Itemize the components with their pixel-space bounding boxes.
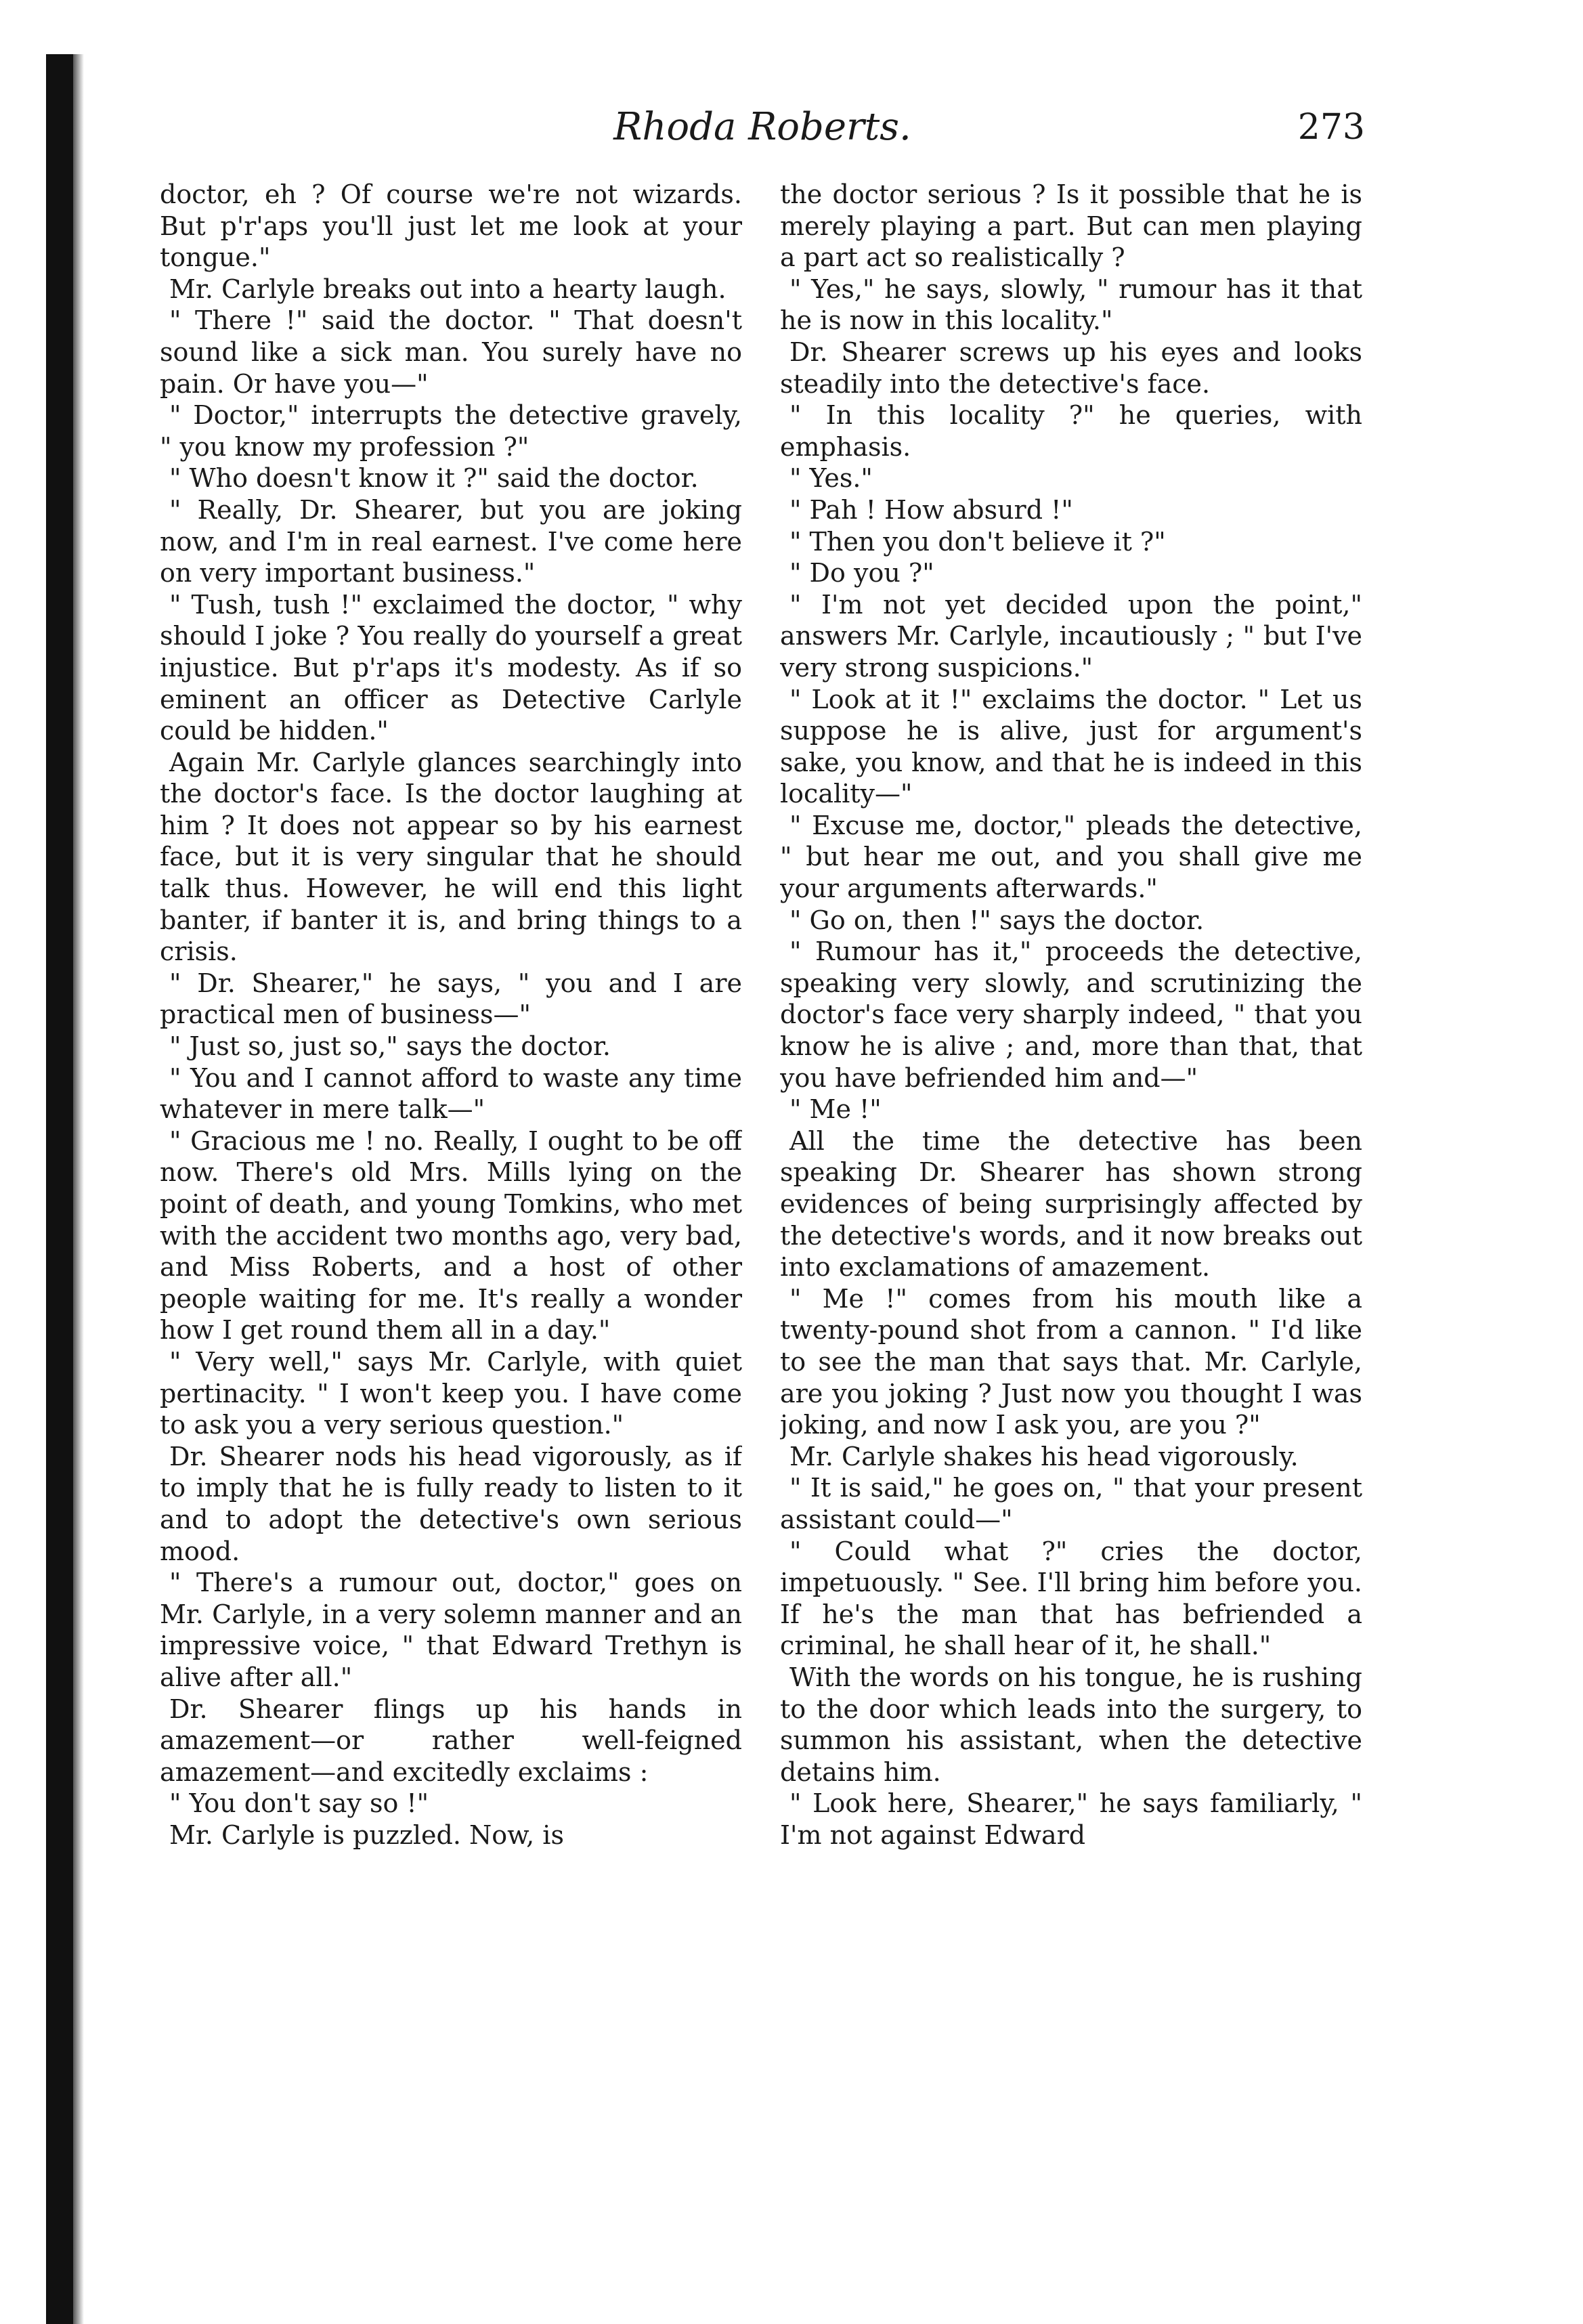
paragraph: " You and I cannot afford to waste any time whatever in mere talk—" xyxy=(160,1062,742,1125)
text-column-right xyxy=(780,179,1362,2312)
paragraph: Dr. Shearer nods his head vigorously, as if to imply that he is fully ready to listen to it and to adopt the detective's own serious mood. xyxy=(160,1441,742,1566)
paragraph: " There's a rumour out, doctor," goes on Mr. Carlyle, in a very solemn manner and an impressive voice, " that Edward Trethyn is alive after all." xyxy=(160,1568,742,1692)
paragraph: " Pah ! How absurd !" xyxy=(789,494,1073,525)
paragraph: " It is said," he goes on, " that your present assistant could—" xyxy=(780,1473,1362,1534)
paragraph: Mr. Carlyle is puzzled. Now, is xyxy=(169,1820,564,1850)
paragraph: " Doctor," interrupts the detective gravely, " you know my profession ?" xyxy=(160,400,742,462)
paragraph: " Me !" xyxy=(789,1094,882,1125)
paragraph: " Could what ?" cries the doctor, impetuously. " See. I'll bring him before you. If he's the man that has befriended a criminal, he shall hear of it, he shall." xyxy=(780,1536,1362,1661)
paragraph: With the words on his tongue, he is rushing to the door which leads into the surgery, to summon his assistant, when the detective detains him. xyxy=(780,1662,1362,1787)
paragraph: " Gracious me ! no. Really, I ought to be off now. There's old Mrs. Mills lying on the point of death, and young Tomkins, who met with the accident two months ago, very bad, and Miss Roberts, and a host of other people waiting for me. It's really a wonder how I get round them all in a day." xyxy=(160,1125,742,1346)
paragraph: " Very well," says Mr. Carlyle, with quiet pertinacity. " I won't keep you. I have come to ask you a very serious question." xyxy=(160,1346,742,1440)
running-title: Rhoda Roberts. xyxy=(613,105,911,149)
paragraph: " Who doesn't know it ?" said the doctor. xyxy=(169,463,699,494)
page-header xyxy=(160,100,1365,154)
paragraph: " Look here, Shearer," he says familiarly, " I'm not against Edward xyxy=(780,1788,1362,1850)
paragraph: " Really, Dr. Shearer, but you are joking now, and I'm in real earnest. I've come here on very important business." xyxy=(160,494,742,588)
paragraph: Dr. Shearer screws up his eyes and looks steadily into the detective's face. xyxy=(780,337,1362,399)
paragraph: " Look at it !" exclaims the doctor. " Let us suppose he is alive, just for argument's sake, you know, and that he is indeed in this locality—" xyxy=(780,684,1362,809)
paragraph: " Yes," he says, slowly, " rumour has it that he is now in this locality." xyxy=(780,274,1362,336)
paragraph: " I'm not yet decided upon the point," answers Mr. Carlyle, incautiously ; " but I've very strong suspicions." xyxy=(780,589,1362,683)
paragraph: " Rumour has it," proceeds the detective, speaking very slowly, and scrutinizing the doctor's face very sharply indeed, " that you know he is alive ; and, more than that, that you have befriended him and—" xyxy=(780,937,1362,1093)
paragraph: Again Mr. Carlyle glances searchingly into the doctor's face. Is the doctor laughing at him ? It does not appear so by his earnest face, but it is very singular that he should talk thus. However, he will end this light banter, if banter it is, and bring things to a crisis. xyxy=(160,747,742,967)
paragraph: " Just so, just so," says the doctor. xyxy=(169,1031,611,1062)
paragraph: " Tush, tush !" exclaimed the doctor, " why should I joke ? You really do yourself a great injustice. But p'r'aps it's modesty. As if so eminent an officer as Detective Carlyle could be hidden." xyxy=(160,589,742,746)
paragraph: Mr. Carlyle shakes his head vigorously. xyxy=(789,1441,1299,1471)
paragraph: All the time the detective has been speaking Dr. Shearer has shown strong evidences of being surprisingly affected by the detective's words, and it now breaks out into exclamations of amazement. xyxy=(780,1125,1362,1283)
paragraph: " You don't say so !" xyxy=(169,1788,429,1819)
paragraph: " Do you ?" xyxy=(789,558,934,588)
paragraph: " Dr. Shearer," he says, " you and I are practical men of business—" xyxy=(160,968,742,1030)
paragraph: " Me !" comes from his mouth like a twenty-pound shot from a cannon. " I'd like to see the man that says that. Mr. Carlyle, are you joking ? Just now you thought I was joking, and now I ask you, are you ?" xyxy=(780,1283,1362,1440)
paragraph: " Go on, then !" says the doctor. xyxy=(789,905,1205,935)
page-number: 273 xyxy=(1297,107,1365,148)
paragraph: the doctor serious ? Is it possible that he is merely playing a part. But can men playing a part act so realistically ? xyxy=(780,179,1362,273)
page-binding-shadow xyxy=(46,54,73,2324)
paragraph: " In this locality ?" he queries, with emphasis. xyxy=(780,400,1362,462)
paragraph: " Excuse me, doctor," pleads the detective, " but hear me out, and you shall give me your arguments afterwards." xyxy=(780,810,1362,904)
paragraph: doctor, eh ? Of course we're not wizards. But p'r'aps you'll just let me look at your tongue." xyxy=(160,179,742,273)
paragraph: " There !" said the doctor. " That doesn't sound like a sick man. You surely have no pain. Or have you—" xyxy=(160,305,742,399)
paragraph: " Yes." xyxy=(789,463,873,494)
paragraph: Mr. Carlyle breaks out into a hearty laugh. xyxy=(169,274,727,304)
text-column-left xyxy=(160,179,742,2312)
paragraph: Dr. Shearer flings up his hands in amazement—or rather well-feigned amazement—and excitedly exclaims : xyxy=(160,1694,742,1787)
paragraph: " Then you don't believe it ?" xyxy=(789,526,1166,557)
